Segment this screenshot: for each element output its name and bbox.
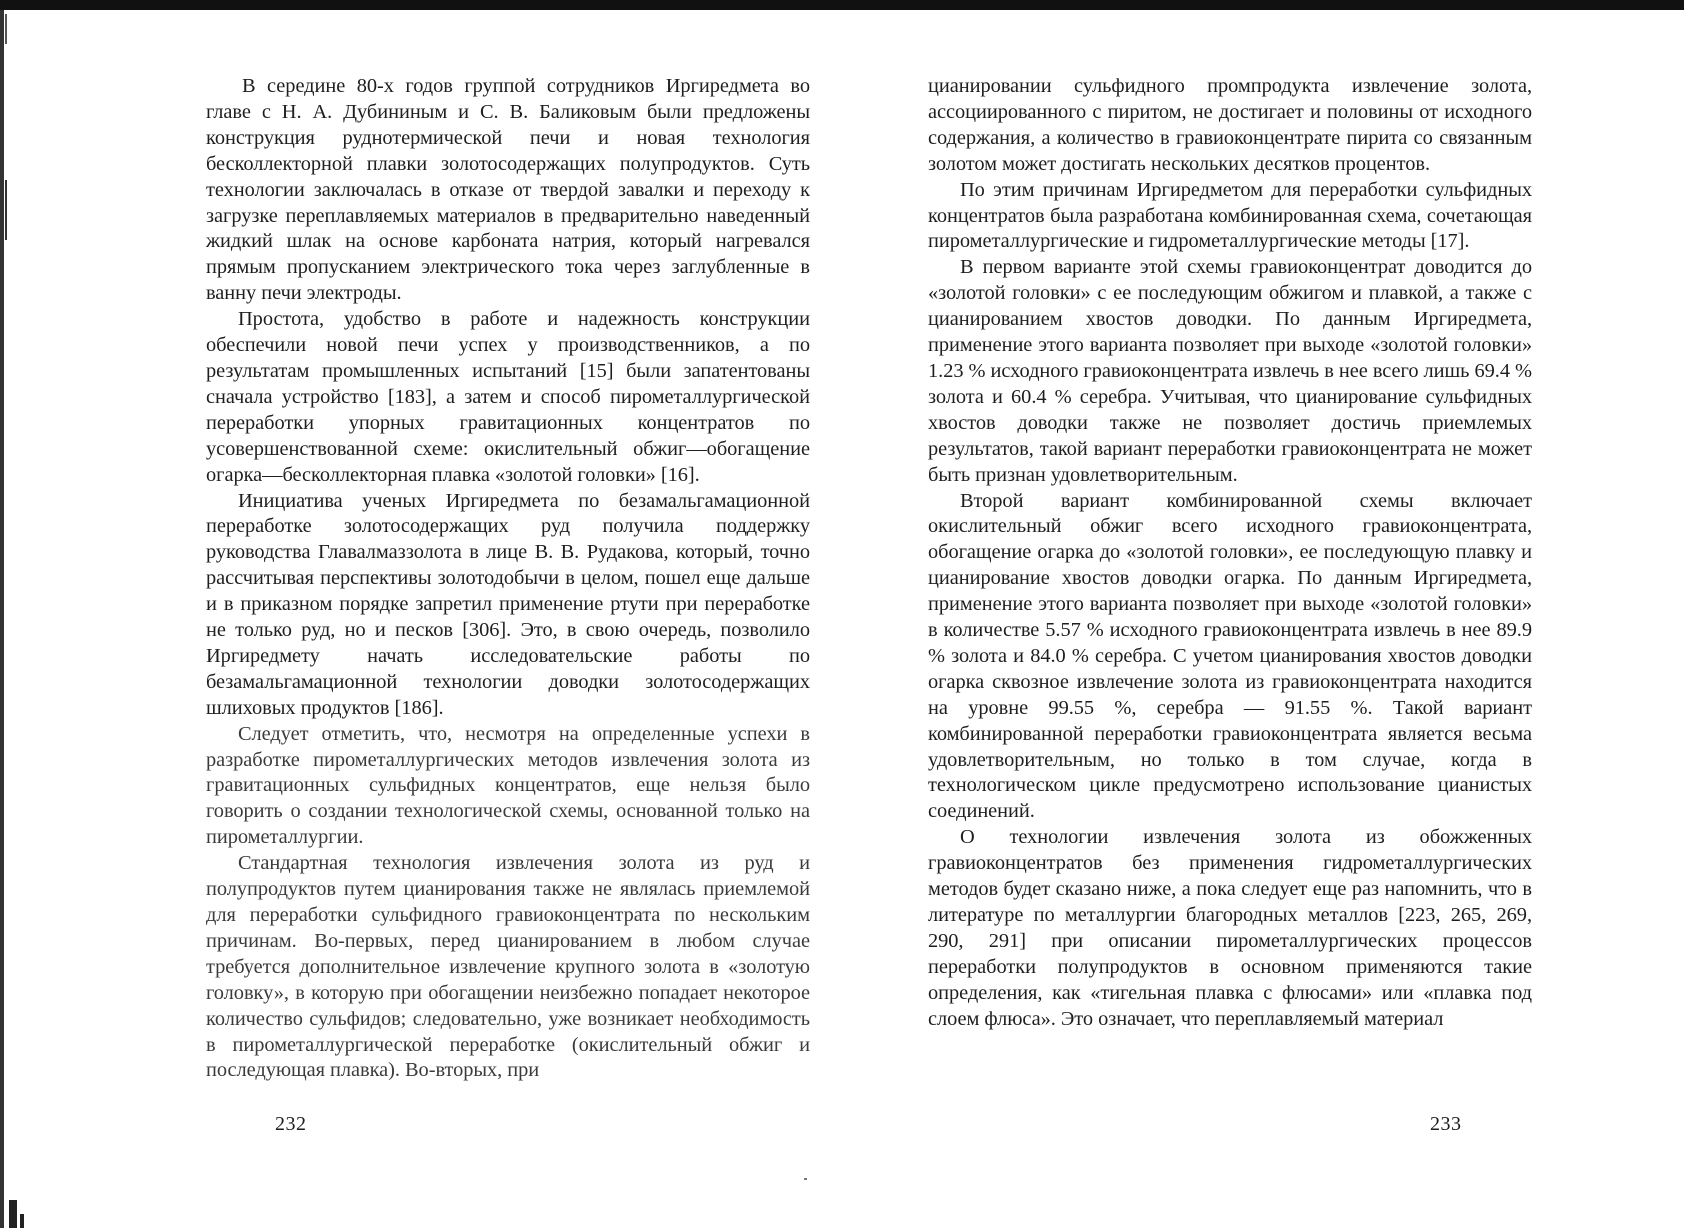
right-page — [928, 74, 1532, 1033]
page-number-left: 232 — [275, 1113, 307, 1135]
scan-left-border — [0, 10, 4, 1228]
scan-edge-mark — [9, 1200, 17, 1228]
paragraph: Стандартная технология извлечения золота из руд и полупродуктов путем цианирования также не являлась приемлемой для переработки сульфидного гравиоконцентрата по нескольким причинам. Во-первых, перед цианированием в любом случае требуется дополнительное извлечение крупного золота в «золотую головку», в которую при обогащении неизбежно попадает некоторое количество сульфидов; следовательно, уже возникает необходимость в пирометаллургической переработке (окислительный обжиг и последующая плавка). Во-вторых, при — [206, 852, 810, 1082]
paragraph: В середине 80-х годов группой сотрудников Иргиредмета во главе с Н. А. Дубининым и С. В. Баликовым были предложены конструкция руднотермической печи и новая технология бесколлекторной плавки золотосодержащих полупродуктов. Суть технологии заключалась в отказе от твердой завалки и переходу к загрузке переплавляемых материалов в предварительно наведенный жидкий шлак на основе карбоната натрия, который нагревался прямым пропусканием электрического тока через заглубленные в ванну печи электроды. — [206, 75, 810, 305]
paragraph: По этим причинам Иргиредметом для переработки сульфидных концентратов была разработана комбинированная схема, сочетающая пирометаллургические и гидрометаллургические методы [17]. — [928, 178, 1532, 253]
paragraph: В первом варианте этой схемы гравиоконцентрат доводится до «золотой головки» с ее последующим обжигом и плавкой, а также с цианированием хвостов доводки. По данным Иргиредмета, применение этого варианта позволяет при выходе «золотой головки» 1.23 % исходного гравиоконцентрата извлечь в нее всего лишь 69.4 % золота и 60.4 % серебра. Учитывая, что цианирование сульфидных хвостов доводки также не позволяет достичь приемлемых результатов, такой вариант переработки гравиоконцентрата не может быть признан удовлетворительным. — [928, 256, 1532, 486]
page-number-right: 233 — [1430, 1113, 1462, 1135]
scan-edge-mark — [5, 180, 7, 240]
paragraph: Инициатива ученых Иргиредмета по безамальгамационной переработке золотосодержащих руд получила поддержку руководства Главалмаззолота в лице В. В. Рудакова, который, точно рассчитывая перспективы золотодобычи в целом, пошел еще дальше и в приказном порядке запретил применение ртути при переработке не только руд, но и песков [306]. Это, в свою очередь, позволило Иргиредмету начать исследовательские работы по безамальгамационной технологии доводки золотосодержащих шлиховых продуктов [186]. — [206, 489, 810, 719]
scan-edge-mark — [20, 1214, 24, 1228]
paragraph: цианировании сульфидного промпродукта извлечение золота, ассоциированного с пиритом, не достигает и половины от исходного содержания, а количество в гравиоконцентрате пирита со связанным золотом может достигать нескольких десятков процентов. — [928, 75, 1532, 175]
paragraph: О технологии извлечения золота из обожженных гравиоконцентратов без применения гидрометаллургических методов будет сказано ниже, а пока следует еще раз напомнить, что в литературе по металлургии благородных металлов [223, 265, 269, 290, 291] при описании пирометаллургических процессов переработки полупродуктов в основном применяются такие определения, как «тигельная плавка с флюсами» или «плавка под слоем флюса». Это означает, что переплавляемый материал — [928, 826, 1532, 1030]
scan-speck — [804, 1178, 807, 1180]
paragraph: Простота, удобство в работе и надежность конструкции обеспечили новой печи успех у производственников, а по результатам промышленных испытаний [15] были запатентованы сначала устройство [183], а затем и способ пирометаллургической переработки упорных гравитационных концентратов по усовершенствованной схеме: окислительный обжиг—обогащение огарка—бесколлекторная плавка «золотой головки» [16]. — [206, 308, 810, 486]
paragraph: Второй вариант комбинированной схемы включает окислительный обжиг всего исходного гравиоконцентрата, обогащение огарка до «золотой головки», ее последующую плавку и цианирование хвостов доводки огарка. По данным Иргиредмета, применение этого варианта позволяет при выходе «золотой головки» в количестве 5.57 % исходного гравиоконцентрата извлечь в нее 89.9 % золота и 84.0 % серебра. С учетом цианирования хвостов доводки огарка сквозное извлечение золота из гравиоконцентрата находится на уровне 99.55 %, серебра — 91.55 %. Такой вариант комбинированной переработки гравиоконцентрата является весьма удовлетворительным, но только в том случае, когда в технологическом цикле предусмотрено использование цианистых соединений. — [928, 489, 1532, 823]
scan-top-border — [0, 0, 1684, 10]
paragraph: Следует отметить, что, несмотря на определенные успехи в разработке пирометаллургических методов извлечения золота из гравитационных сульфидных концентратов, еще нельзя было говорить о создании технологической схемы, основанной только на пирометаллургии. — [206, 722, 810, 849]
scan-edge-mark — [5, 14, 7, 44]
left-page — [206, 74, 810, 1084]
